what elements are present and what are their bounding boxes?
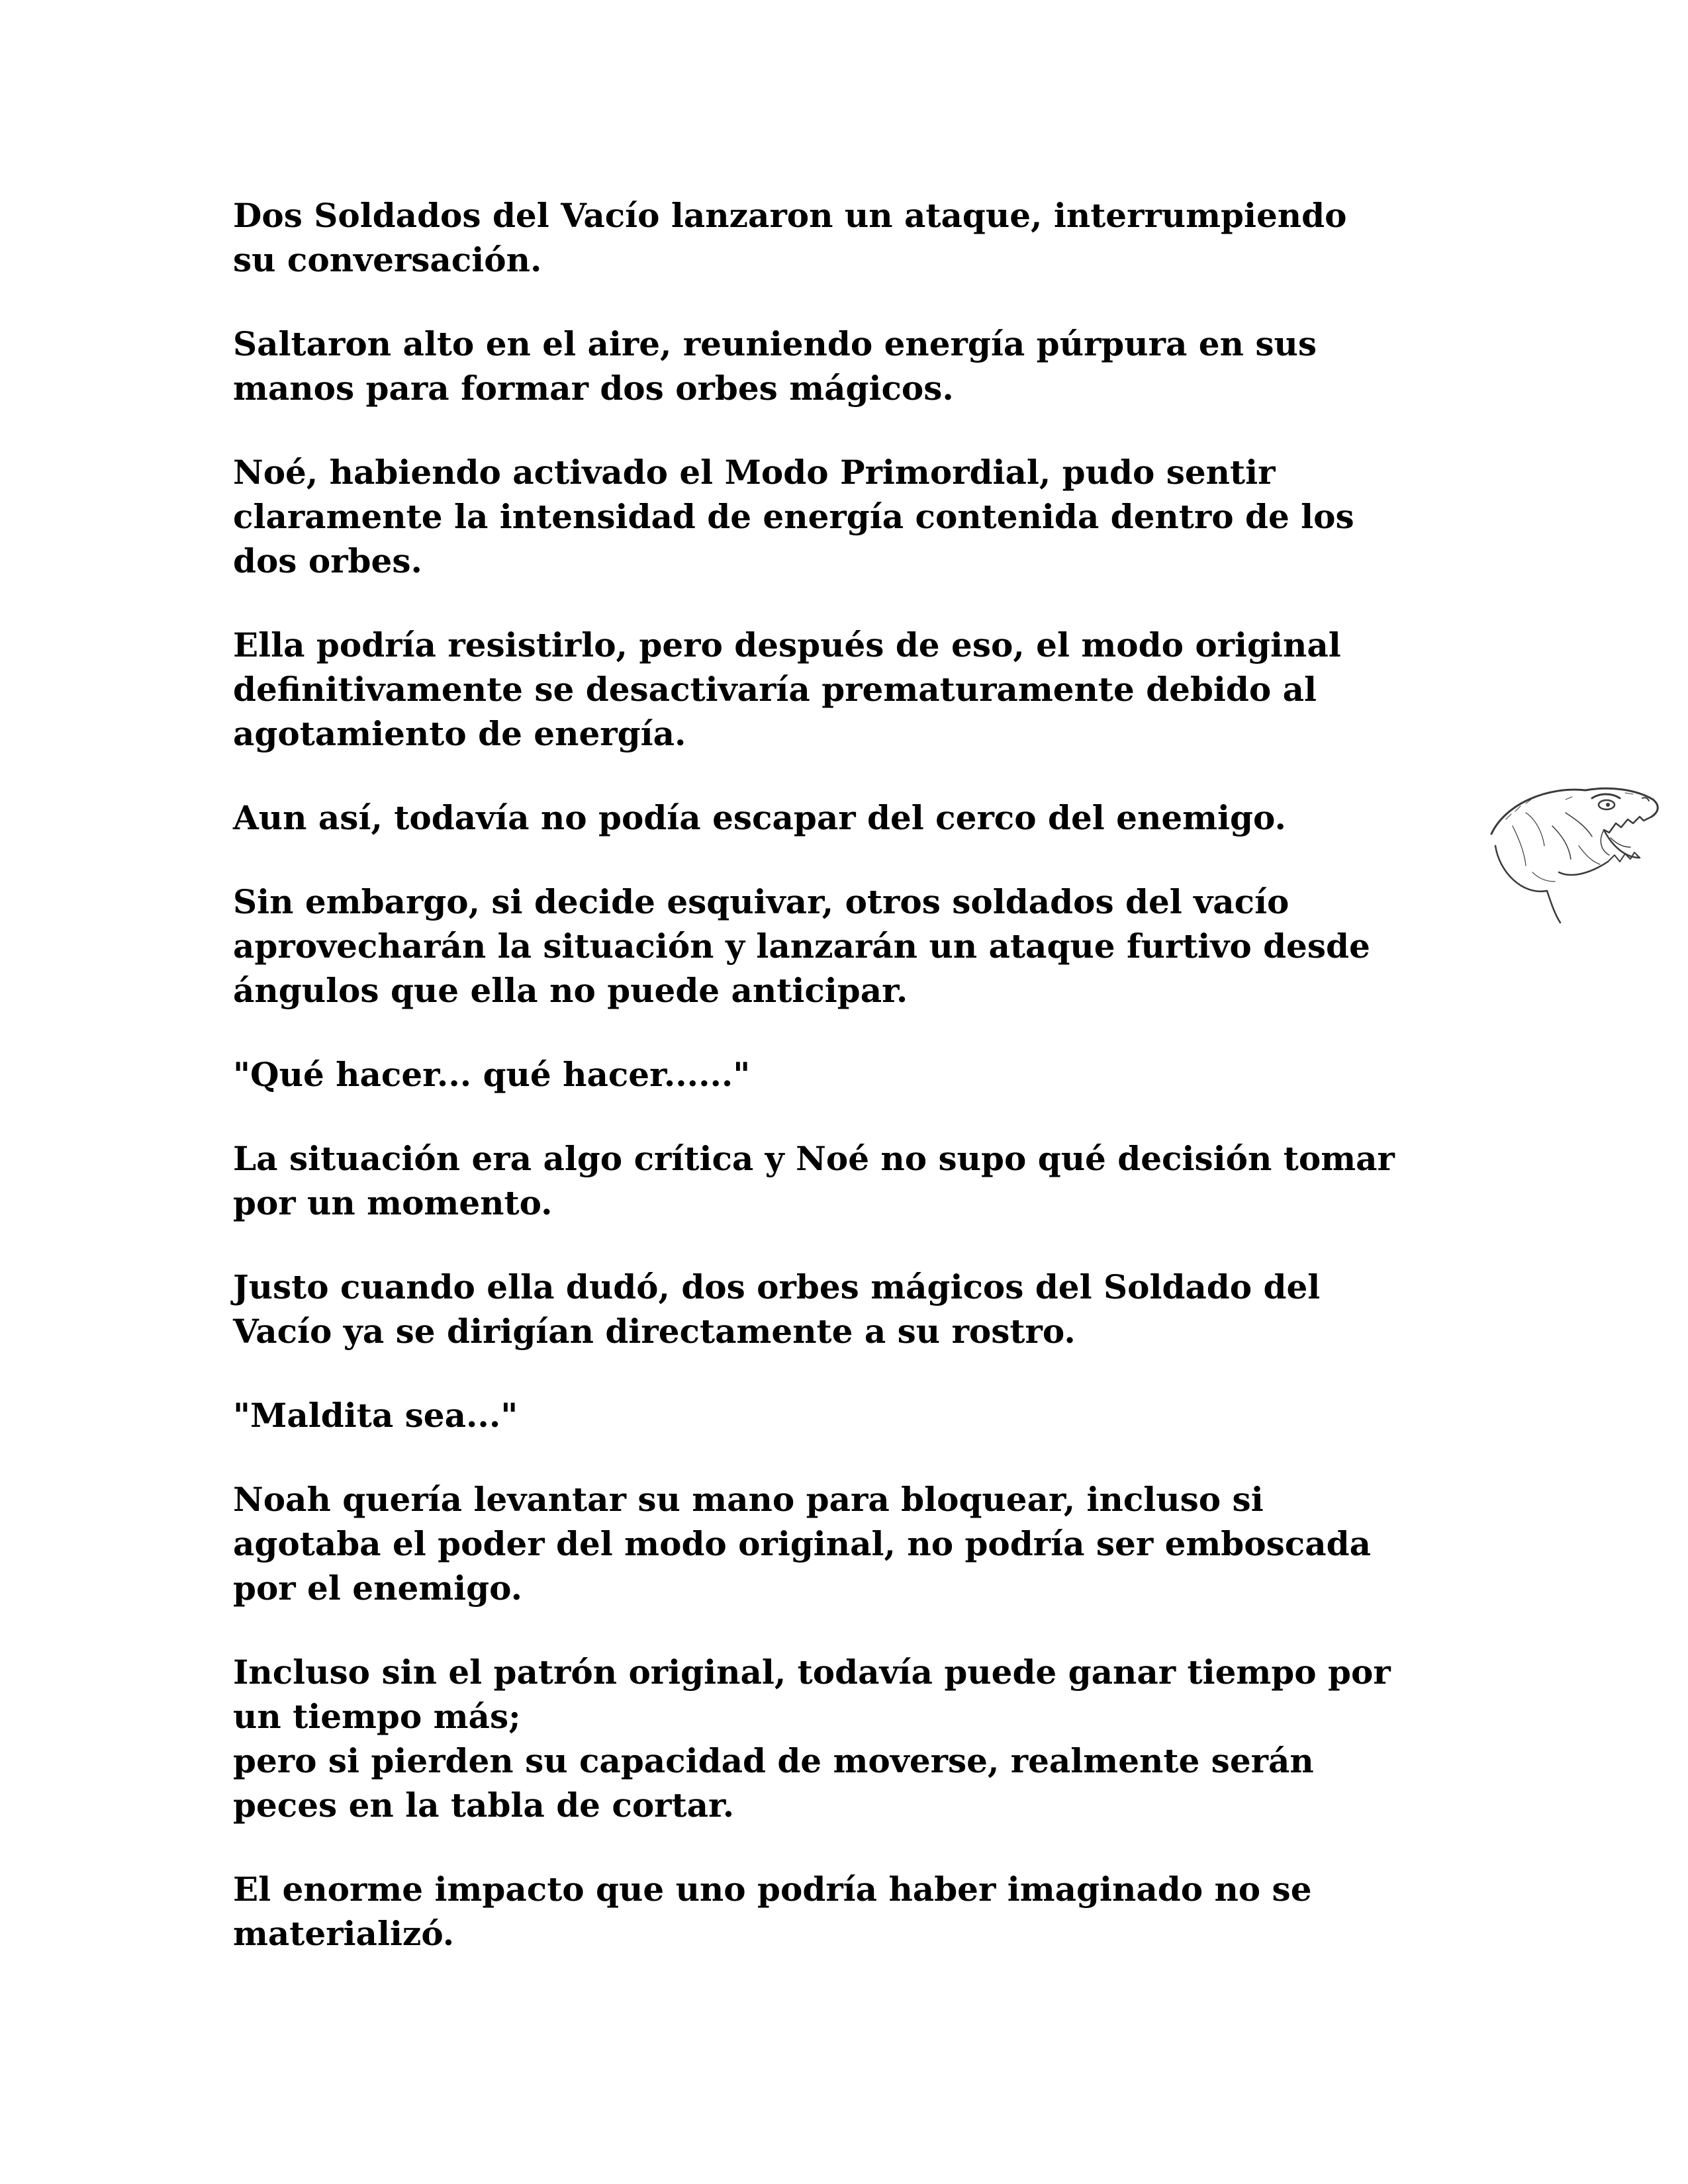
- paragraph-1: Dos Soldados del Vacío lanzaron un ataque, interrumpiendo su conversación.: [233, 196, 1347, 279]
- dinosaur-head-sketch-icon: [1486, 773, 1664, 925]
- paragraph-4: Ella podría resistirlo, pero después de eso, el modo original definitivamente se desactivaría prematuramente debido al agotamiento de energía.: [233, 625, 1341, 753]
- paragraph-6: Sin embargo, si decide esquivar, otros soldados del vacío aprovecharán la situación y lanzarán un ataque furtivo desde ángulos que ella no puede anticipar.: [233, 882, 1370, 1010]
- paragraph-5: Aun así, todavía no podía escapar del cerco del enemigo.: [233, 798, 1286, 837]
- paragraph-9: Justo cuando ella dudó, dos orbes mágicos del Soldado del Vacío ya se dirigían directamente a su rostro.: [233, 1267, 1321, 1351]
- paragraph-7: "Qué hacer... qué hacer......": [233, 1055, 751, 1094]
- paragraph-3: Noé, habiendo activado el Modo Primordial, pudo sentir claramente la intensidad de energía contenida dentro de los dos orbes.: [233, 453, 1354, 580]
- paragraph-12: Incluso sin el patrón original, todavía puede ganar tiempo por un tiempo más; pero si pierden su capacidad de moverse, realmente serán peces en la tabla de cortar.: [233, 1653, 1391, 1825]
- paragraph-2: Saltaron alto en el aire, reuniendo energía púrpura en sus manos para formar dos orbes mágicos.: [233, 324, 1317, 408]
- paragraph-10: "Maldita sea...": [233, 1396, 518, 1435]
- paragraph-13: El enorme impacto que uno podría haber imaginado no se materializó.: [233, 1870, 1312, 1953]
- story-text: [233, 193, 1477, 1995]
- paragraph-8: La situación era algo crítica y Noé no supo qué decisión tomar por un momento.: [233, 1139, 1395, 1222]
- paragraph-11: Noah quería levantar su mano para bloquear, incluso si agotaba el poder del modo original, no podría ser emboscada por el enemigo.: [233, 1480, 1371, 1608]
